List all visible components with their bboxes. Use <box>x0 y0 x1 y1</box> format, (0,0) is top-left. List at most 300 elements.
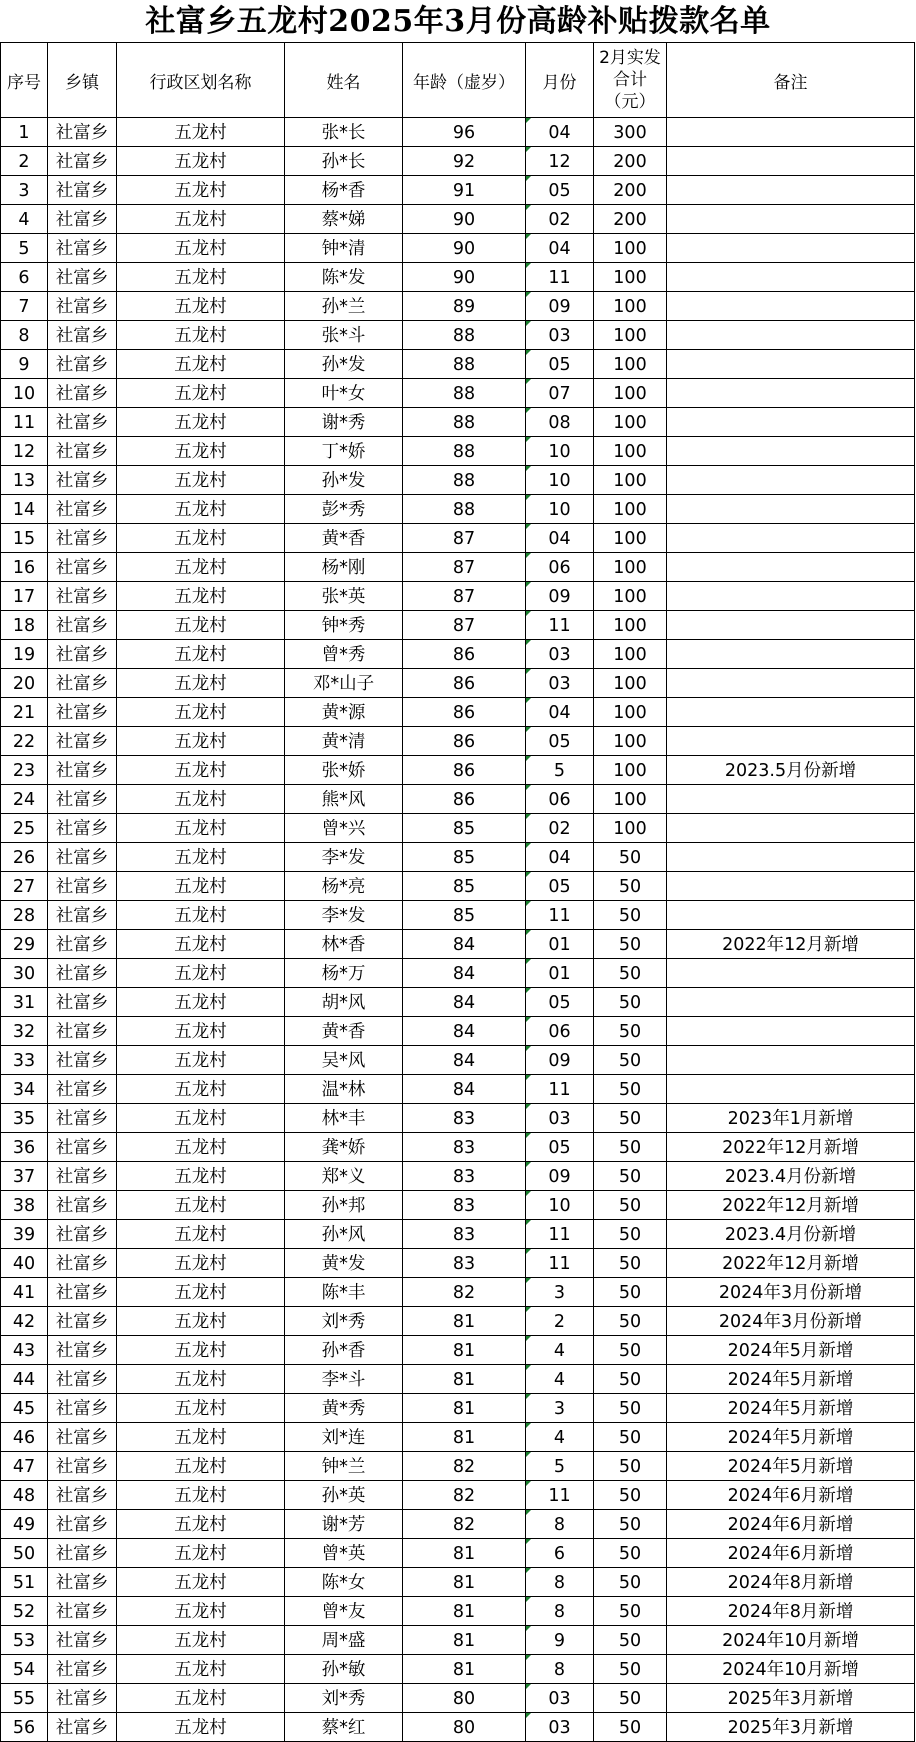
cell-name[interactable]: 彭*秀 <box>285 495 403 524</box>
cell-amount[interactable]: 50 <box>594 1684 667 1713</box>
cell-age[interactable]: 81 <box>403 1394 526 1423</box>
cell-seq[interactable]: 5 <box>1 234 48 263</box>
cell-seq[interactable]: 20 <box>1 669 48 698</box>
cell-age[interactable]: 87 <box>403 582 526 611</box>
cell-amount[interactable]: 100 <box>594 495 667 524</box>
cell-remark[interactable] <box>667 524 915 553</box>
cell-seq[interactable]: 9 <box>1 350 48 379</box>
cell-seq[interactable]: 52 <box>1 1597 48 1626</box>
cell-town[interactable]: 社富乡 <box>48 930 117 959</box>
cell-age[interactable]: 82 <box>403 1278 526 1307</box>
cell-age[interactable]: 86 <box>403 698 526 727</box>
cell-name[interactable]: 邓*山子 <box>285 669 403 698</box>
cell-month[interactable] <box>526 1336 594 1365</box>
cell-district[interactable]: 五龙村 <box>117 1133 285 1162</box>
cell-seq[interactable]: 37 <box>1 1162 48 1191</box>
cell-remark[interactable] <box>667 640 915 669</box>
cell-age[interactable]: 83 <box>403 1191 526 1220</box>
cell-month[interactable] <box>526 1539 594 1568</box>
cell-month[interactable] <box>526 1713 594 1742</box>
cell-name[interactable]: 刘*秀 <box>285 1684 403 1713</box>
cell-age[interactable]: 86 <box>403 640 526 669</box>
cell-amount[interactable]: 50 <box>594 1481 667 1510</box>
cell-amount[interactable]: 100 <box>594 727 667 756</box>
cell-name[interactable]: 陈*女 <box>285 1568 403 1597</box>
cell-seq[interactable]: 49 <box>1 1510 48 1539</box>
cell-month[interactable] <box>526 205 594 234</box>
cell-month[interactable] <box>526 321 594 350</box>
cell-amount[interactable]: 50 <box>594 1394 667 1423</box>
cell-district[interactable]: 五龙村 <box>117 1365 285 1394</box>
cell-name[interactable]: 黄*香 <box>285 524 403 553</box>
cell-remark[interactable]: 2024年3月份新增 <box>667 1278 915 1307</box>
cell-month[interactable] <box>526 756 594 785</box>
cell-age[interactable]: 92 <box>403 147 526 176</box>
cell-town[interactable]: 社富乡 <box>48 408 117 437</box>
cell-age[interactable]: 90 <box>403 263 526 292</box>
cell-seq[interactable]: 26 <box>1 843 48 872</box>
cell-age[interactable]: 88 <box>403 466 526 495</box>
cell-month[interactable] <box>526 669 594 698</box>
cell-age[interactable]: 86 <box>403 756 526 785</box>
cell-month[interactable] <box>526 1481 594 1510</box>
cell-district[interactable]: 五龙村 <box>117 1481 285 1510</box>
cell-month[interactable] <box>526 611 594 640</box>
cell-town[interactable]: 社富乡 <box>48 1191 117 1220</box>
cell-name[interactable]: 龚*娇 <box>285 1133 403 1162</box>
cell-town[interactable]: 社富乡 <box>48 495 117 524</box>
cell-seq[interactable]: 45 <box>1 1394 48 1423</box>
cell-month[interactable] <box>526 263 594 292</box>
cell-remark[interactable]: 2024年10月新增 <box>667 1655 915 1684</box>
cell-name[interactable]: 孙*长 <box>285 147 403 176</box>
cell-month[interactable] <box>526 785 594 814</box>
cell-district[interactable]: 五龙村 <box>117 1655 285 1684</box>
cell-age[interactable]: 81 <box>403 1365 526 1394</box>
cell-month[interactable] <box>526 234 594 263</box>
cell-seq[interactable]: 35 <box>1 1104 48 1133</box>
cell-month[interactable] <box>526 1684 594 1713</box>
cell-name[interactable]: 孙*兰 <box>285 292 403 321</box>
cell-remark[interactable] <box>667 553 915 582</box>
cell-town[interactable]: 社富乡 <box>48 176 117 205</box>
cell-town[interactable]: 社富乡 <box>48 1510 117 1539</box>
cell-district[interactable]: 五龙村 <box>117 1597 285 1626</box>
cell-town[interactable]: 社富乡 <box>48 611 117 640</box>
cell-seq[interactable]: 39 <box>1 1220 48 1249</box>
cell-remark[interactable]: 2023.4月份新增 <box>667 1162 915 1191</box>
cell-month[interactable] <box>526 1046 594 1075</box>
cell-seq[interactable]: 16 <box>1 553 48 582</box>
cell-seq[interactable]: 51 <box>1 1568 48 1597</box>
cell-month[interactable] <box>526 1278 594 1307</box>
cell-name[interactable]: 张*长 <box>285 118 403 147</box>
cell-age[interactable]: 85 <box>403 843 526 872</box>
cell-amount[interactable]: 100 <box>594 814 667 843</box>
cell-amount[interactable]: 50 <box>594 901 667 930</box>
cell-remark[interactable] <box>667 118 915 147</box>
cell-seq[interactable]: 12 <box>1 437 48 466</box>
cell-town[interactable]: 社富乡 <box>48 669 117 698</box>
cell-age[interactable]: 86 <box>403 727 526 756</box>
cell-amount[interactable]: 50 <box>594 1626 667 1655</box>
cell-name[interactable]: 丁*娇 <box>285 437 403 466</box>
cell-name[interactable]: 张*斗 <box>285 321 403 350</box>
cell-amount[interactable]: 100 <box>594 263 667 292</box>
cell-remark[interactable] <box>667 1017 915 1046</box>
cell-district[interactable]: 五龙村 <box>117 988 285 1017</box>
cell-name[interactable]: 李*发 <box>285 843 403 872</box>
cell-seq[interactable]: 22 <box>1 727 48 756</box>
cell-town[interactable]: 社富乡 <box>48 1278 117 1307</box>
cell-name[interactable]: 杨*亮 <box>285 872 403 901</box>
cell-seq[interactable]: 7 <box>1 292 48 321</box>
cell-month[interactable] <box>526 988 594 1017</box>
cell-district[interactable]: 五龙村 <box>117 263 285 292</box>
cell-seq[interactable]: 32 <box>1 1017 48 1046</box>
cell-remark[interactable] <box>667 176 915 205</box>
cell-name[interactable]: 曾*兴 <box>285 814 403 843</box>
cell-district[interactable]: 五龙村 <box>117 1684 285 1713</box>
cell-seq[interactable]: 53 <box>1 1626 48 1655</box>
cell-age[interactable]: 82 <box>403 1452 526 1481</box>
cell-amount[interactable]: 200 <box>594 205 667 234</box>
cell-age[interactable]: 85 <box>403 814 526 843</box>
cell-age[interactable]: 82 <box>403 1481 526 1510</box>
cell-name[interactable]: 蔡*娣 <box>285 205 403 234</box>
cell-month[interactable] <box>526 437 594 466</box>
cell-month[interactable] <box>526 553 594 582</box>
cell-remark[interactable]: 2024年8月新增 <box>667 1568 915 1597</box>
cell-month[interactable] <box>526 1075 594 1104</box>
cell-amount[interactable]: 100 <box>594 640 667 669</box>
cell-town[interactable]: 社富乡 <box>48 1568 117 1597</box>
cell-age[interactable]: 84 <box>403 930 526 959</box>
cell-district[interactable]: 五龙村 <box>117 669 285 698</box>
cell-amount[interactable]: 100 <box>594 698 667 727</box>
cell-month[interactable] <box>526 1365 594 1394</box>
cell-seq[interactable]: 38 <box>1 1191 48 1220</box>
cell-age[interactable]: 81 <box>403 1423 526 1452</box>
cell-district[interactable]: 五龙村 <box>117 1307 285 1336</box>
cell-amount[interactable]: 50 <box>594 1655 667 1684</box>
cell-name[interactable]: 林*香 <box>285 930 403 959</box>
cell-month[interactable] <box>526 1104 594 1133</box>
cell-name[interactable]: 孙*邦 <box>285 1191 403 1220</box>
cell-district[interactable]: 五龙村 <box>117 1104 285 1133</box>
cell-name[interactable]: 张*娇 <box>285 756 403 785</box>
cell-age[interactable]: 90 <box>403 205 526 234</box>
cell-amount[interactable]: 50 <box>594 1075 667 1104</box>
cell-remark[interactable] <box>667 263 915 292</box>
cell-town[interactable]: 社富乡 <box>48 1075 117 1104</box>
cell-district[interactable]: 五龙村 <box>117 698 285 727</box>
cell-remark[interactable]: 2024年5月新增 <box>667 1452 915 1481</box>
cell-month[interactable] <box>526 1191 594 1220</box>
cell-age[interactable]: 86 <box>403 669 526 698</box>
cell-seq[interactable]: 46 <box>1 1423 48 1452</box>
cell-seq[interactable]: 30 <box>1 959 48 988</box>
cell-district[interactable]: 五龙村 <box>117 640 285 669</box>
cell-town[interactable]: 社富乡 <box>48 698 117 727</box>
cell-town[interactable]: 社富乡 <box>48 582 117 611</box>
cell-amount[interactable]: 100 <box>594 292 667 321</box>
cell-name[interactable]: 钟*清 <box>285 234 403 263</box>
cell-name[interactable]: 陈*丰 <box>285 1278 403 1307</box>
cell-name[interactable]: 孙*发 <box>285 350 403 379</box>
cell-town[interactable]: 社富乡 <box>48 988 117 1017</box>
cell-name[interactable]: 蔡*红 <box>285 1713 403 1742</box>
cell-town[interactable]: 社富乡 <box>48 350 117 379</box>
cell-amount[interactable]: 50 <box>594 1162 667 1191</box>
cell-month[interactable] <box>526 1133 594 1162</box>
cell-district[interactable]: 五龙村 <box>117 1394 285 1423</box>
cell-remark[interactable] <box>667 843 915 872</box>
cell-town[interactable]: 社富乡 <box>48 524 117 553</box>
cell-name[interactable]: 孙*香 <box>285 1336 403 1365</box>
cell-seq[interactable]: 28 <box>1 901 48 930</box>
cell-remark[interactable]: 2024年6月新增 <box>667 1510 915 1539</box>
cell-amount[interactable]: 100 <box>594 669 667 698</box>
cell-remark[interactable] <box>667 814 915 843</box>
cell-amount[interactable]: 100 <box>594 756 667 785</box>
cell-amount[interactable]: 50 <box>594 1423 667 1452</box>
cell-town[interactable]: 社富乡 <box>48 437 117 466</box>
cell-name[interactable]: 刘*连 <box>285 1423 403 1452</box>
cell-district[interactable]: 五龙村 <box>117 843 285 872</box>
cell-remark[interactable]: 2024年5月新增 <box>667 1394 915 1423</box>
cell-name[interactable]: 张*英 <box>285 582 403 611</box>
cell-seq[interactable]: 15 <box>1 524 48 553</box>
cell-town[interactable]: 社富乡 <box>48 727 117 756</box>
cell-district[interactable]: 五龙村 <box>117 379 285 408</box>
cell-remark[interactable]: 2024年5月新增 <box>667 1336 915 1365</box>
cell-amount[interactable]: 100 <box>594 553 667 582</box>
cell-remark[interactable] <box>667 901 915 930</box>
cell-age[interactable]: 88 <box>403 350 526 379</box>
cell-seq[interactable]: 4 <box>1 205 48 234</box>
header-seq[interactable]: 序号 <box>1 43 48 118</box>
header-month[interactable]: 月份 <box>526 43 594 118</box>
cell-seq[interactable]: 34 <box>1 1075 48 1104</box>
cell-age[interactable]: 81 <box>403 1539 526 1568</box>
cell-month[interactable] <box>526 176 594 205</box>
cell-remark[interactable] <box>667 437 915 466</box>
cell-month[interactable] <box>526 147 594 176</box>
cell-remark[interactable] <box>667 785 915 814</box>
cell-name[interactable]: 孙*英 <box>285 1481 403 1510</box>
cell-name[interactable]: 曾*英 <box>285 1539 403 1568</box>
cell-age[interactable]: 87 <box>403 611 526 640</box>
cell-name[interactable]: 周*盛 <box>285 1626 403 1655</box>
cell-seq[interactable]: 6 <box>1 263 48 292</box>
cell-town[interactable]: 社富乡 <box>48 756 117 785</box>
cell-district[interactable]: 五龙村 <box>117 1278 285 1307</box>
cell-remark[interactable] <box>667 379 915 408</box>
cell-amount[interactable]: 100 <box>594 524 667 553</box>
cell-remark[interactable] <box>667 669 915 698</box>
cell-age[interactable]: 80 <box>403 1713 526 1742</box>
cell-seq[interactable]: 40 <box>1 1249 48 1278</box>
cell-town[interactable]: 社富乡 <box>48 959 117 988</box>
cell-amount[interactable]: 50 <box>594 1307 667 1336</box>
cell-remark[interactable] <box>667 466 915 495</box>
cell-district[interactable]: 五龙村 <box>117 1713 285 1742</box>
cell-seq[interactable]: 50 <box>1 1539 48 1568</box>
cell-town[interactable]: 社富乡 <box>48 785 117 814</box>
cell-amount[interactable]: 50 <box>594 843 667 872</box>
cell-age[interactable]: 87 <box>403 553 526 582</box>
cell-month[interactable] <box>526 466 594 495</box>
cell-amount[interactable]: 50 <box>594 1568 667 1597</box>
cell-district[interactable]: 五龙村 <box>117 814 285 843</box>
cell-district[interactable]: 五龙村 <box>117 1510 285 1539</box>
cell-town[interactable]: 社富乡 <box>48 205 117 234</box>
cell-month[interactable] <box>526 350 594 379</box>
cell-amount[interactable]: 100 <box>594 321 667 350</box>
cell-seq[interactable]: 24 <box>1 785 48 814</box>
cell-name[interactable]: 黄*源 <box>285 698 403 727</box>
cell-remark[interactable]: 2024年6月新增 <box>667 1539 915 1568</box>
cell-district[interactable]: 五龙村 <box>117 1220 285 1249</box>
cell-district[interactable]: 五龙村 <box>117 1249 285 1278</box>
cell-month[interactable] <box>526 1510 594 1539</box>
cell-district[interactable]: 五龙村 <box>117 1626 285 1655</box>
cell-remark[interactable] <box>667 205 915 234</box>
cell-month[interactable] <box>526 524 594 553</box>
cell-month[interactable] <box>526 1568 594 1597</box>
cell-age[interactable]: 89 <box>403 292 526 321</box>
cell-remark[interactable]: 2022年12月新增 <box>667 1133 915 1162</box>
cell-district[interactable]: 五龙村 <box>117 785 285 814</box>
cell-amount[interactable]: 50 <box>594 1046 667 1075</box>
cell-month[interactable] <box>526 582 594 611</box>
cell-month[interactable] <box>526 727 594 756</box>
cell-age[interactable]: 80 <box>403 1684 526 1713</box>
cell-age[interactable]: 81 <box>403 1597 526 1626</box>
cell-remark[interactable]: 2023年1月新增 <box>667 1104 915 1133</box>
cell-remark[interactable] <box>667 1075 915 1104</box>
cell-remark[interactable]: 2024年3月份新增 <box>667 1307 915 1336</box>
cell-month[interactable] <box>526 1394 594 1423</box>
cell-district[interactable]: 五龙村 <box>117 1423 285 1452</box>
cell-age[interactable]: 96 <box>403 118 526 147</box>
cell-district[interactable]: 五龙村 <box>117 234 285 263</box>
cell-name[interactable]: 钟*秀 <box>285 611 403 640</box>
cell-amount[interactable]: 50 <box>594 1249 667 1278</box>
cell-remark[interactable] <box>667 611 915 640</box>
cell-district[interactable]: 五龙村 <box>117 756 285 785</box>
cell-district[interactable]: 五龙村 <box>117 727 285 756</box>
cell-name[interactable]: 黄*香 <box>285 1017 403 1046</box>
header-district[interactable]: 行政区划名称 <box>117 43 285 118</box>
cell-age[interactable]: 84 <box>403 988 526 1017</box>
cell-month[interactable] <box>526 1423 594 1452</box>
cell-amount[interactable]: 100 <box>594 582 667 611</box>
cell-name[interactable]: 钟*兰 <box>285 1452 403 1481</box>
cell-month[interactable] <box>526 959 594 988</box>
cell-amount[interactable]: 50 <box>594 1133 667 1162</box>
cell-town[interactable]: 社富乡 <box>48 263 117 292</box>
cell-age[interactable]: 81 <box>403 1626 526 1655</box>
cell-seq[interactable]: 11 <box>1 408 48 437</box>
cell-seq[interactable]: 41 <box>1 1278 48 1307</box>
cell-month[interactable] <box>526 1017 594 1046</box>
cell-town[interactable]: 社富乡 <box>48 872 117 901</box>
cell-age[interactable]: 82 <box>403 1510 526 1539</box>
cell-age[interactable]: 81 <box>403 1336 526 1365</box>
cell-seq[interactable]: 29 <box>1 930 48 959</box>
cell-month[interactable] <box>526 118 594 147</box>
cell-name[interactable]: 谢*芳 <box>285 1510 403 1539</box>
cell-name[interactable]: 温*林 <box>285 1075 403 1104</box>
cell-district[interactable]: 五龙村 <box>117 1017 285 1046</box>
cell-town[interactable]: 社富乡 <box>48 1133 117 1162</box>
cell-remark[interactable] <box>667 408 915 437</box>
cell-month[interactable] <box>526 1452 594 1481</box>
cell-remark[interactable]: 2024年8月新增 <box>667 1597 915 1626</box>
cell-seq[interactable]: 23 <box>1 756 48 785</box>
cell-name[interactable]: 曾*秀 <box>285 640 403 669</box>
cell-district[interactable]: 五龙村 <box>117 901 285 930</box>
cell-name[interactable]: 孙*发 <box>285 466 403 495</box>
cell-district[interactable]: 五龙村 <box>117 321 285 350</box>
cell-remark[interactable]: 2022年12月新增 <box>667 1249 915 1278</box>
cell-age[interactable]: 84 <box>403 1075 526 1104</box>
cell-town[interactable]: 社富乡 <box>48 292 117 321</box>
cell-month[interactable] <box>526 379 594 408</box>
cell-amount[interactable]: 50 <box>594 1597 667 1626</box>
cell-seq[interactable]: 18 <box>1 611 48 640</box>
cell-remark[interactable] <box>667 582 915 611</box>
cell-age[interactable]: 84 <box>403 1017 526 1046</box>
cell-age[interactable]: 83 <box>403 1220 526 1249</box>
cell-amount[interactable]: 50 <box>594 1452 667 1481</box>
cell-month[interactable] <box>526 292 594 321</box>
cell-name[interactable]: 熊*风 <box>285 785 403 814</box>
cell-month[interactable] <box>526 1655 594 1684</box>
cell-town[interactable]: 社富乡 <box>48 1626 117 1655</box>
cell-amount[interactable]: 50 <box>594 1104 667 1133</box>
cell-name[interactable]: 杨*香 <box>285 176 403 205</box>
cell-district[interactable]: 五龙村 <box>117 1162 285 1191</box>
cell-amount[interactable]: 50 <box>594 959 667 988</box>
cell-name[interactable]: 李*发 <box>285 901 403 930</box>
cell-district[interactable]: 五龙村 <box>117 611 285 640</box>
cell-age[interactable]: 83 <box>403 1162 526 1191</box>
cell-amount[interactable]: 50 <box>594 1713 667 1742</box>
cell-remark[interactable]: 2025年3月新增 <box>667 1684 915 1713</box>
cell-remark[interactable]: 2023.5月份新增 <box>667 756 915 785</box>
cell-remark[interactable] <box>667 698 915 727</box>
cell-remark[interactable]: 2022年12月新增 <box>667 1191 915 1220</box>
cell-seq[interactable]: 47 <box>1 1452 48 1481</box>
cell-remark[interactable] <box>667 959 915 988</box>
cell-remark[interactable]: 2024年5月新增 <box>667 1423 915 1452</box>
header-amount[interactable] <box>594 43 667 118</box>
cell-seq[interactable]: 21 <box>1 698 48 727</box>
cell-age[interactable]: 84 <box>403 1046 526 1075</box>
cell-amount[interactable]: 50 <box>594 930 667 959</box>
cell-town[interactable]: 社富乡 <box>48 1684 117 1713</box>
cell-town[interactable]: 社富乡 <box>48 1452 117 1481</box>
cell-age[interactable]: 87 <box>403 524 526 553</box>
cell-age[interactable]: 83 <box>403 1249 526 1278</box>
cell-age[interactable]: 88 <box>403 408 526 437</box>
cell-town[interactable]: 社富乡 <box>48 1104 117 1133</box>
cell-amount[interactable]: 50 <box>594 1220 667 1249</box>
cell-remark[interactable]: 2023.4月份新增 <box>667 1220 915 1249</box>
